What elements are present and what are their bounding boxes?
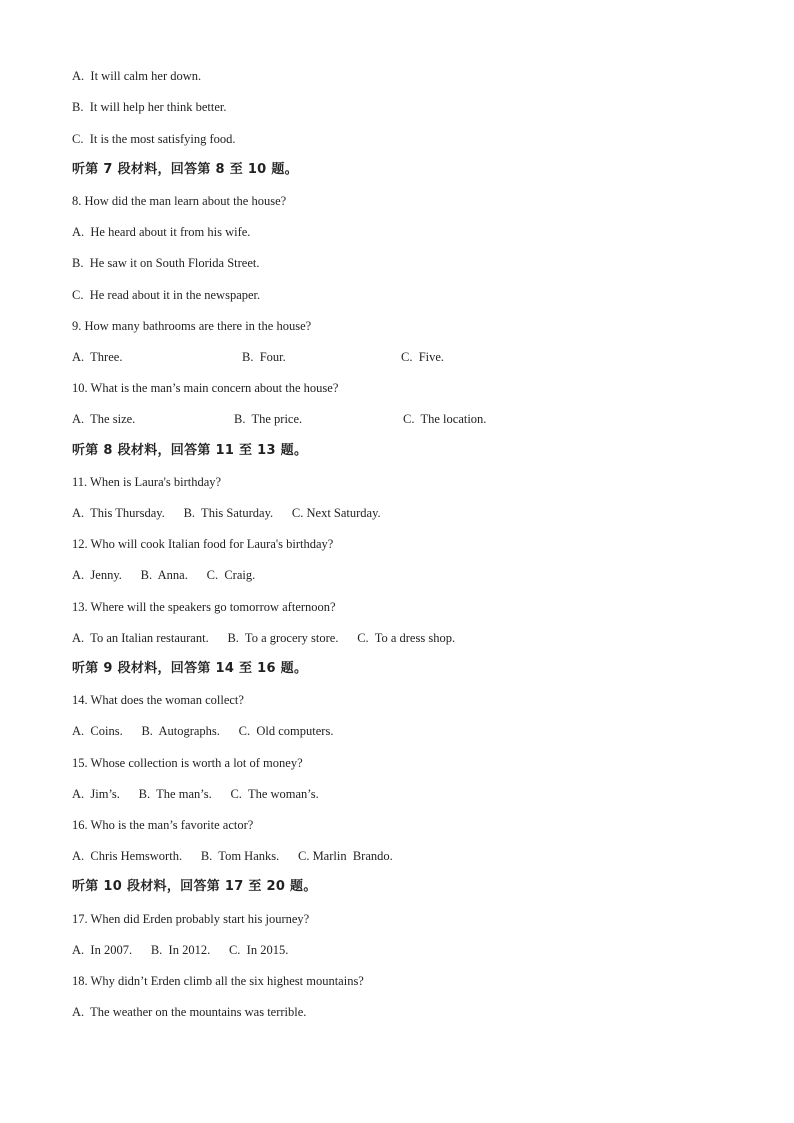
options-line: A. This Thursday. B. This Saturday. C. Next Saturday. <box>72 506 381 520</box>
options-line: A. Chris Hemsworth. B. Tom Hanks. C. Marlin Brando. <box>72 849 393 863</box>
option-b: B. Four. <box>242 350 286 364</box>
options-line: A. In 2007. B. In 2012. C. In 2015. <box>72 943 289 957</box>
question-line: 16. Who is the man’s favorite actor? <box>72 818 254 832</box>
option-line: A. The weather on the mountains was terrible. <box>72 1005 307 1019</box>
question-line: 18. Why didn’t Erden climb all the six highest mountains? <box>72 974 364 988</box>
question-line: 10. What is the man’s main concern about the house? <box>72 381 339 395</box>
question-line: 12. Who will cook Italian food for Laura's birthday? <box>72 537 334 551</box>
option-c: C. Five. <box>401 350 445 364</box>
question-line: 13. Where will the speakers go tomorrow afternoon? <box>72 600 336 614</box>
options-line: A. To an Italian restaurant. B. To a grocery store. C. To a dress shop. <box>72 631 456 645</box>
option-a: A. The size. <box>72 412 136 426</box>
question-line: 8. How did the man learn about the house? <box>72 194 287 208</box>
question-line: 9. How many bathrooms are there in the house? <box>72 319 312 333</box>
question-line: 17. When did Erden probably start his journey? <box>72 912 310 926</box>
question-line: 11. When is Laura's birthday? <box>72 475 222 489</box>
section-heading: 听第 7 段材料，回答第 8 至 10 题。 <box>72 162 298 177</box>
question-line: 15. Whose collection is worth a lot of money? <box>72 756 303 770</box>
option-line: A. It will calm her down. <box>72 69 202 83</box>
option-line: A. He heard about it from his wife. <box>72 225 251 239</box>
option-a: A. Three. <box>72 350 123 364</box>
options-line: A. Jim’s. B. The man’s. C. The woman’s. <box>72 787 319 801</box>
section-heading: 听第 10 段材料，回答第 17 至 20 题。 <box>72 879 317 894</box>
option-line: B. He saw it on South Florida Street. <box>72 256 260 270</box>
option-line: C. He read about it in the newspaper. <box>72 288 261 302</box>
section-heading: 听第 9 段材料，回答第 14 至 16 题。 <box>72 661 308 676</box>
section-heading: 听第 8 段材料，回答第 11 至 13 题。 <box>72 443 308 458</box>
option-c: C. The location. <box>403 412 487 426</box>
options-line: A. Coins. B. Autographs. C. Old computers. <box>72 724 334 738</box>
question-line: 14. What does the woman collect? <box>72 693 244 707</box>
option-b: B. The price. <box>234 412 303 426</box>
option-line: B. It will help her think better. <box>72 100 227 114</box>
option-line: C. It is the most satisfying food. <box>72 132 236 146</box>
options-line: A. Jenny. B. Anna. C. Craig. <box>72 568 256 582</box>
